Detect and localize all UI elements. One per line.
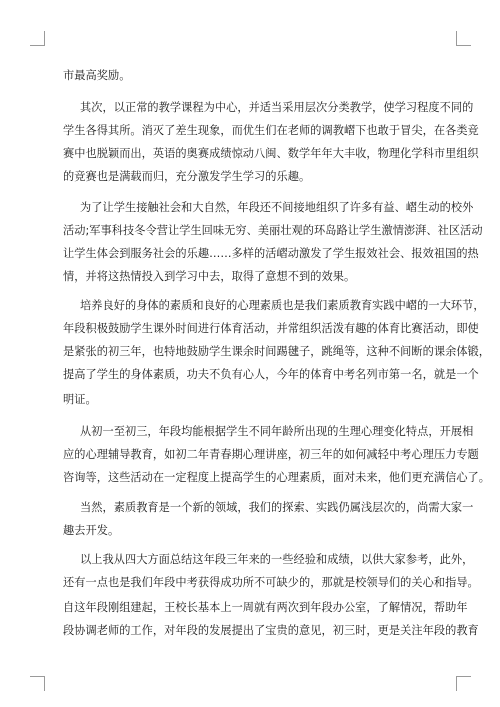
text-line: 咨询等，这些活动在一定程度上提高学生的心理素质，面对未来，他们更充满信心了。 — [63, 471, 491, 484]
text-line: 活动;军事科技冬令营让学生回味无穷、美丽壮观的环岛路让学生激情澎湃、社区活动 — [63, 224, 483, 237]
text-line: 其次，以正常的教学课程为中心，并适当采用层次分类教学，使学习程度不同的 — [80, 101, 474, 114]
text-line: 提高了学生的身体素质，功夫不负有心人，今年的体育中考名列市第一名，就是一个 — [63, 368, 479, 381]
text-line: 应的心理辅导教育，如初二年青春期心理讲座，初三年的如何减轻中考心理压力专题 — [63, 448, 479, 461]
crop-mark-bottom-left — [30, 676, 45, 691]
text-line: 是紧张的初三年，也特地鼓励学生课余时间踢毽子，跳绳等，这种不间断的课余体锻， — [63, 345, 491, 358]
text-line: 赛中也脱颖而出，英语的奥赛成绩惊动八闽、数学年年大丰收，物理化学科市里组织 — [63, 147, 479, 160]
text-line: 年段积极鼓励学生课外时间进行体育活动，并常组织活泼有趣的体育比赛活动，即使 — [63, 322, 479, 335]
crop-mark-top-left — [30, 31, 45, 46]
text-line: 以上我从四大方面总结这年段三年来的一些经验和成绩，以供大家参考，此外， — [80, 553, 474, 566]
text-line: 情，并将这热情投入到学习中去，取得了意想不到的效果。 — [63, 270, 356, 283]
text-line: 自这年段刚组建起，王校长基本上一周就有两次到年段办公室，了解情况，帮助年 — [63, 601, 468, 614]
crop-mark-top-right — [456, 31, 471, 46]
text-line: 当然，素质教育是一个新的领域，我们的探索、实践仍属浅层次的，尚需大家一 — [80, 501, 474, 514]
text-line: 让学生体会到服务社会的乐趣……多样的活嶍动激发了学生报效社会、报效祖国的热 — [63, 247, 479, 260]
crop-mark-bottom-right — [456, 676, 471, 691]
text-line: 学生各得其所。消灭了差生现象，而优生们在老师的调教嶍下也敢于冒尖，在各类竞 — [63, 124, 479, 137]
text-line: 培养良好的身体的素质和良好的心理素质也是我们素质教育实践中嶍的一大环节， — [80, 299, 485, 312]
text-line: 为了让学生接触社会和大自然，年段还不间接地组织了许多有益、嶍生动的校外 — [80, 201, 474, 214]
text-line: 明证。 — [63, 393, 97, 406]
text-line: 还有一点也是我们年段中考获得成功所不可缺少的，那就是校领导们的关心和指导。 — [63, 576, 479, 589]
text-line: 段协调老师的工作，对年段的发展提出了宝贵的意见，初三时，更是关注年段的教育 — [63, 624, 479, 637]
text-line: 的竞赛也是满载而归，充分激发学生学习的乐趣。 — [63, 170, 311, 183]
text-line: 从初一至初三，年段均能根据学生不同年龄所出现的生理心理变化特点，开展相 — [80, 425, 474, 438]
text-line: 市最高奖励。 — [63, 69, 131, 82]
text-line: 趣去开发。 — [63, 524, 120, 537]
